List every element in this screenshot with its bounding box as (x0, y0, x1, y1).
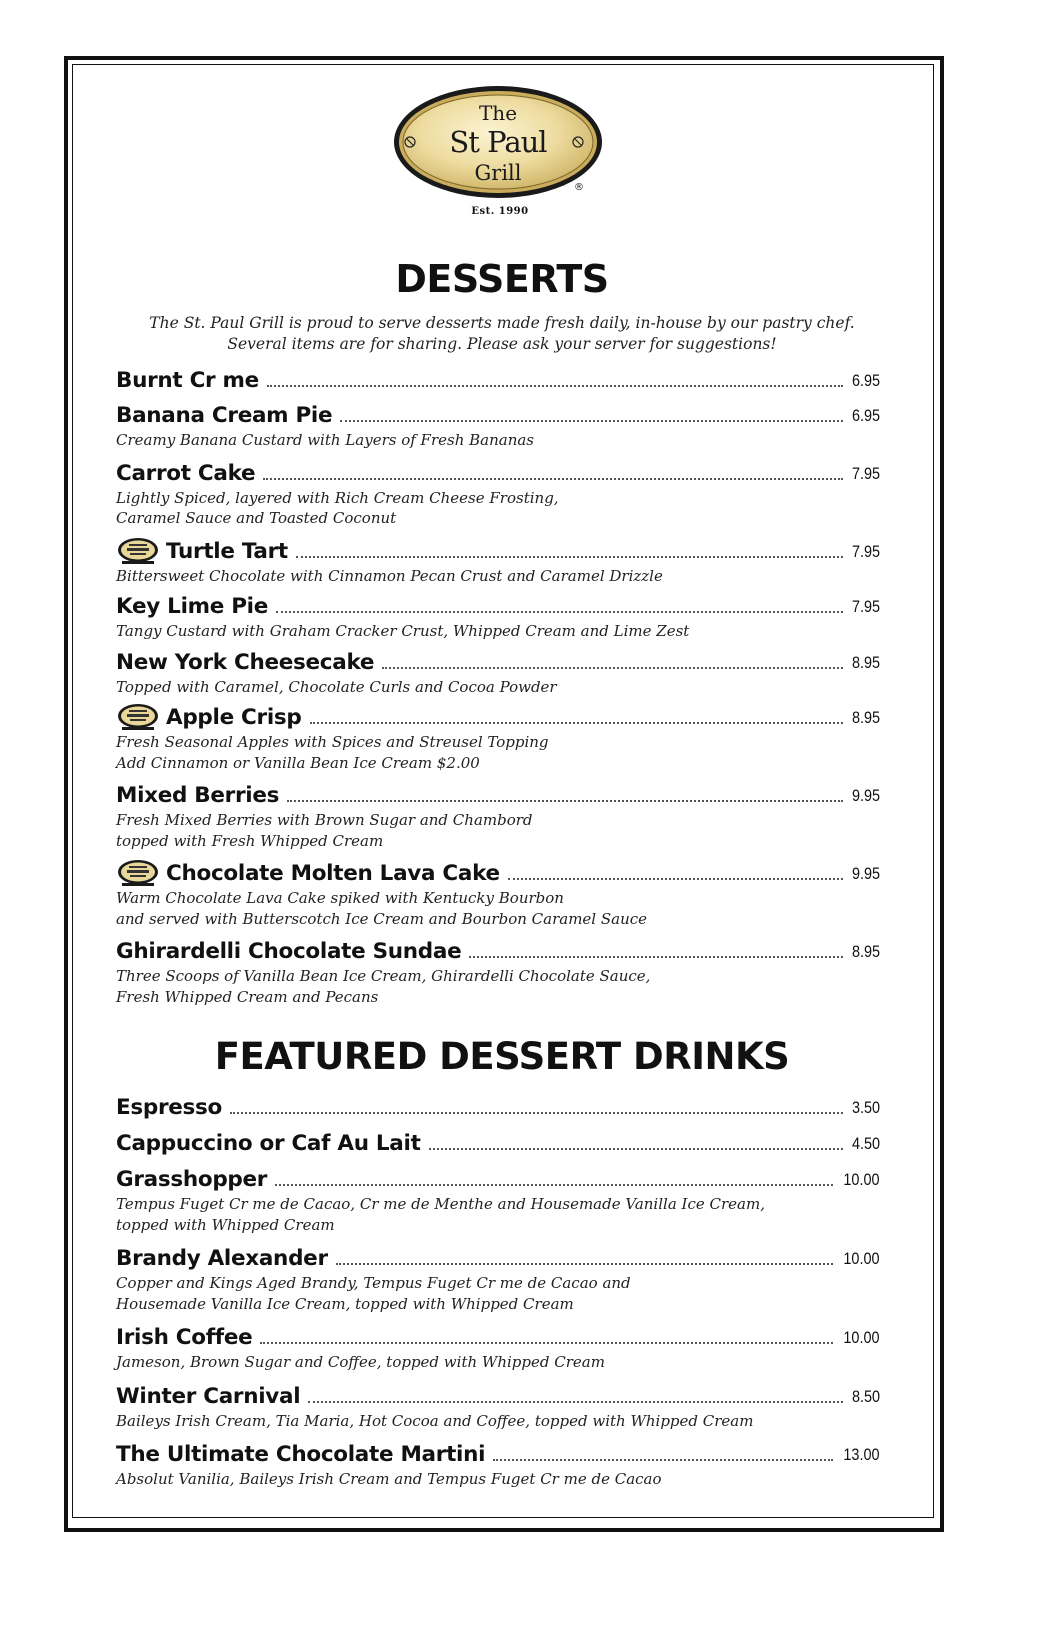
drink-item-price: 4.50 (851, 1134, 880, 1153)
dot-leader (267, 385, 843, 387)
dessert-item (116, 859, 880, 929)
dessert-item-description: and served with Butterscotch Ice Cream and Bourbon Caramel Sauce (116, 909, 648, 928)
desserts-intro (72, 313, 932, 355)
dessert-item-price: 6.95 (851, 371, 880, 390)
drink-item (116, 1165, 880, 1235)
dessert-item-name: Apple Crisp (166, 705, 302, 730)
dessert-item-row (116, 703, 880, 732)
dot-leader (508, 878, 843, 880)
drink-item-name: Brandy Alexander (116, 1246, 328, 1271)
dessert-item (116, 648, 880, 698)
desserts-intro-line-2: Several items are for sharing. Please ask your server for suggestions! (227, 335, 777, 353)
drink-item-name: Irish Coffee (116, 1325, 253, 1350)
dot-leader (382, 667, 843, 669)
dessert-item-name: Burnt Cr me (116, 368, 259, 393)
dessert-item-row (116, 592, 880, 621)
dessert-item (116, 401, 880, 451)
dessert-item-name: Ghirardelli Chocolate Sundae (116, 939, 462, 964)
dot-leader (429, 1148, 843, 1150)
dessert-item-row (116, 366, 880, 395)
dessert-item-name: New York Cheesecake (116, 649, 375, 675)
dot-leader (230, 1112, 843, 1114)
drink-item (116, 1129, 880, 1158)
dessert-item-description: Bittersweet Chocolate with Cinnamon Pecan Crust and Caramel Drizzle (116, 566, 663, 585)
registered-mark: ® (574, 182, 584, 193)
desserts-heading: DESSERTS (395, 257, 609, 301)
signature-dessert-icon (116, 859, 160, 888)
dot-leader (308, 1401, 843, 1403)
dessert-item-row (116, 401, 880, 430)
restaurant-logo (390, 82, 610, 222)
drink-item-name: Espresso (116, 1095, 223, 1120)
dessert-drinks-heading: FEATURED DESSERT DRINKS (214, 1035, 790, 1078)
dessert-item-price: 8.95 (851, 942, 880, 961)
drink-item-name: Cappuccino or Caf Au Lait (116, 1131, 421, 1156)
drink-item-name: The Ultimate Chocolate Martini (116, 1442, 486, 1467)
logo-text-grill: Grill (474, 161, 522, 185)
dessert-item-description: Three Scoops of Vanilla Bean Ice Cream, Ghirardelli Chocolate Sauce, (116, 967, 651, 985)
dot-leader (260, 1342, 833, 1344)
drink-item-price: 10.00 (843, 1328, 880, 1347)
drink-item (116, 1440, 880, 1490)
dessert-item-description: Topped with Caramel, Chocolate Curls and Cocoa Powder (116, 677, 557, 696)
dessert-item-description: Fresh Seasonal Apples with Spices and Streusel Topping (116, 733, 549, 751)
dessert-item-price: 6.95 (851, 406, 880, 425)
drink-item-name: Grasshopper (116, 1167, 268, 1192)
dessert-item-price: 9.95 (851, 864, 880, 883)
logo-text-stpaul: St Paul (449, 125, 547, 159)
dot-leader (469, 956, 843, 958)
drink-item-price: 10.00 (843, 1249, 880, 1268)
drink-item-price: 10.00 (843, 1170, 880, 1189)
dot-leader (276, 611, 843, 613)
logo-text-the: The (478, 101, 518, 125)
drink-item (116, 1244, 880, 1314)
dessert-item-name: Turtle Tart (166, 538, 288, 564)
dessert-item-price: 9.95 (851, 786, 880, 805)
dot-leader (493, 1459, 833, 1461)
dessert-item-description: topped with Fresh Whipped Cream (116, 831, 384, 850)
drink-item-row (116, 1129, 880, 1158)
drink-item-description: Jameson, Brown Sugar and Coffee, topped with Whipped Cream (116, 1353, 605, 1371)
drink-item-row (116, 1323, 880, 1352)
dessert-item-description: Lightly Spiced, layered with Rich Cream Cheese Frosting, (116, 488, 559, 507)
dessert-item-description: Fresh Mixed Berries with Brown Sugar and Chambord (116, 811, 533, 829)
dessert-item-name: Chocolate Molten Lava Cake (166, 861, 500, 886)
signature-dessert-icon (116, 703, 160, 732)
drink-item-price: 8.50 (851, 1386, 880, 1406)
dessert-item (116, 592, 880, 642)
dessert-item (116, 781, 880, 851)
dessert-item-description: Tangy Custard with Graham Cracker Crust, Whipped Cream and Lime Zest (116, 622, 690, 640)
dessert-item (116, 366, 880, 395)
desserts-intro-line-1: The St. Paul Grill is proud to serve desserts made fresh daily, in-house by our pastry chef. (149, 314, 855, 332)
dessert-item-name: Mixed Berries (116, 783, 280, 808)
established-year: Est. 1990 (471, 206, 529, 217)
signature-dessert-icon (116, 537, 160, 566)
dessert-item-row (116, 648, 880, 677)
dessert-item-row (116, 459, 880, 488)
dessert-item-price: 7.95 (851, 463, 880, 483)
logo-emblem (390, 82, 610, 204)
drink-item-row (116, 1165, 880, 1194)
dot-leader (263, 478, 843, 480)
drink-item (116, 1382, 880, 1432)
dessert-item-name: Key Lime Pie (116, 594, 269, 619)
dessert-item-description: Warm Chocolate Lava Cake spiked with Kentucky Bourbon (116, 889, 564, 907)
drink-item-description: Tempus Fuget Cr me de Cacao, Cr me de Menthe and Housemade Vanilla Ice Cream, (116, 1195, 765, 1213)
drink-item-name: Winter Carnival (116, 1383, 301, 1409)
dessert-item-price: 7.95 (851, 541, 880, 561)
dessert-item (116, 459, 880, 529)
dessert-item-row (116, 859, 880, 888)
dessert-item (116, 937, 880, 1007)
dessert-item-price: 7.95 (851, 597, 880, 616)
dessert-item-description: Creamy Banana Custard with Layers of Fresh Bananas (116, 431, 535, 449)
dessert-item (116, 537, 880, 587)
dot-leader (336, 1263, 834, 1265)
dessert-item-price: 8.95 (851, 708, 880, 727)
drink-item-description: Housemade Vanilla Ice Cream, topped with Whipped Cream (116, 1294, 574, 1313)
drink-item (116, 1093, 880, 1122)
drink-item-description: topped with Whipped Cream (116, 1215, 335, 1234)
dessert-item (116, 703, 880, 773)
dessert-item-row (116, 937, 880, 966)
drink-item-row (116, 1093, 880, 1122)
drink-item-row (116, 1244, 880, 1273)
drink-item-row (116, 1440, 880, 1469)
dessert-item-description: Caramel Sauce and Toasted Coconut (116, 509, 397, 527)
dot-leader (275, 1184, 833, 1186)
dessert-drinks-list (116, 1093, 880, 1490)
dot-leader (310, 722, 843, 724)
dessert-item-price: 8.95 (851, 652, 880, 672)
drink-item-description: Absolut Vanilia, Baileys Irish Cream and Tempus Fuget Cr me de Cacao (116, 1470, 662, 1488)
dessert-item-name: Banana Cream Pie (116, 403, 333, 428)
dot-leader (340, 420, 843, 422)
dessert-item-row (116, 537, 880, 566)
dot-leader (296, 556, 843, 558)
drink-item-description: Copper and Kings Aged Brandy, Tempus Fuget Cr me de Cacao and (116, 1274, 631, 1292)
dessert-item-row (116, 781, 880, 810)
dessert-item-name: Carrot Cake (116, 460, 256, 486)
dessert-item-description: Add Cinnamon or Vanilla Bean Ice Cream $2.00 (116, 753, 480, 772)
drink-item (116, 1323, 880, 1373)
dot-leader (287, 800, 843, 802)
drink-item-price: 3.50 (851, 1098, 880, 1117)
drink-item-row (116, 1382, 880, 1411)
drink-item-description: Baileys Irish Cream, Tia Maria, Hot Cocoa and Coffee, topped with Whipped Cream (116, 1411, 754, 1430)
desserts-list (116, 366, 880, 1007)
drink-item-price: 13.00 (843, 1445, 880, 1464)
dessert-item-description: Fresh Whipped Cream and Pecans (116, 987, 379, 1006)
